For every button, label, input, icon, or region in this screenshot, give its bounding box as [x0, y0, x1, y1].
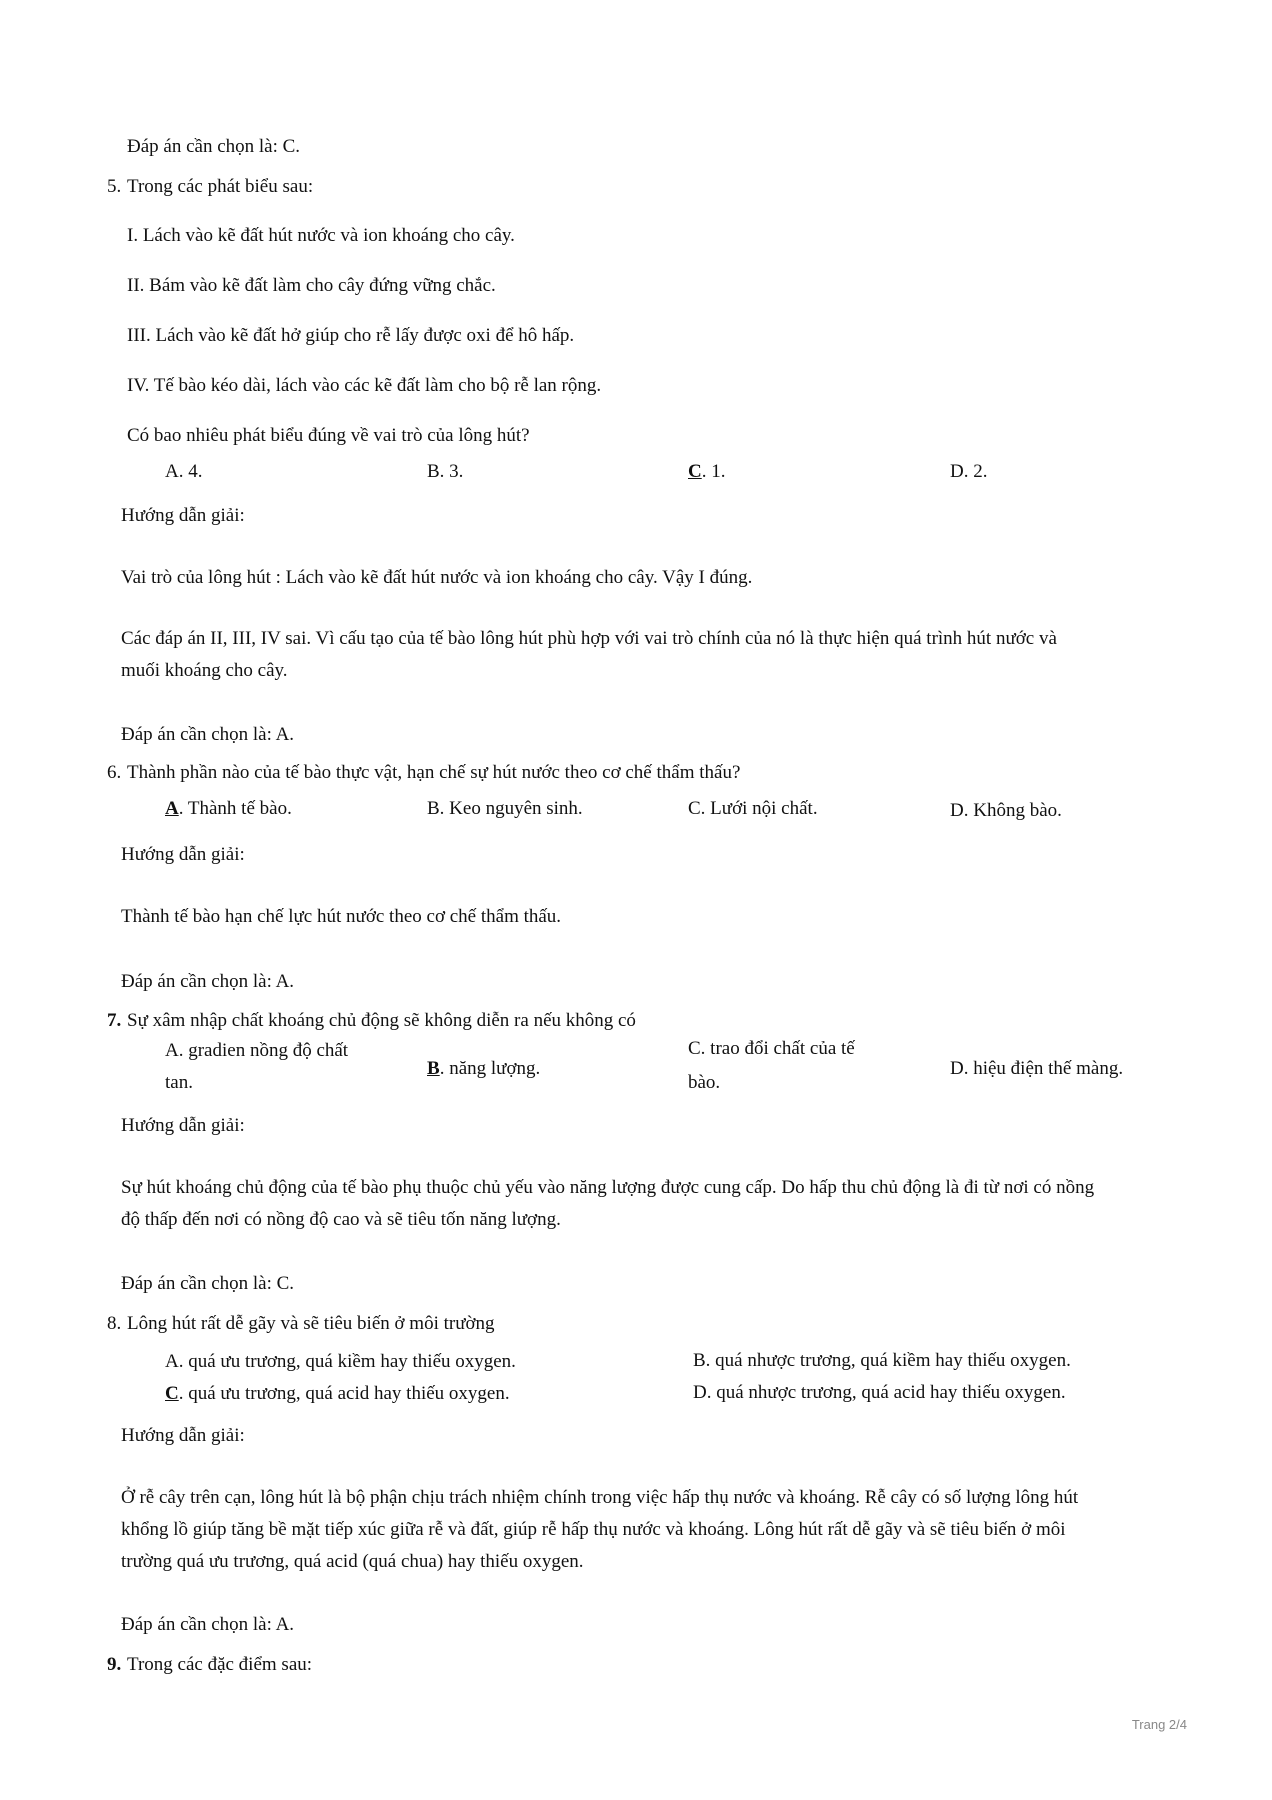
page-footer: Trang 2/4 [1131, 1717, 1187, 1732]
question-number: 8. [107, 1313, 122, 1334]
correct-option-letter: B [427, 1058, 440, 1079]
statement-3: III. Lách vào kẽ đất hở giúp cho rễ lấy được oxi để hô hấp. [127, 325, 575, 346]
correct-option-letter: C [165, 1383, 179, 1404]
correct-option-letter: A [165, 798, 179, 819]
question-stem: Sự xâm nhập chất khoáng chủ động sẽ không diễn ra nếu không có [127, 1010, 636, 1031]
option-b: B. Keo nguyên sinh. [427, 798, 583, 819]
statement-2: II. Bám vào kẽ đất làm cho cây đứng vững chắc. [127, 275, 496, 296]
guide-heading: Hướng dẫn giải: [121, 1115, 245, 1136]
answer-line: Đáp án cần chọn là: C. [121, 1273, 295, 1294]
option-c [165, 1383, 510, 1405]
guide-heading: Hướng dẫn giải: [121, 844, 245, 865]
guide-heading: Hướng dẫn giải: [121, 1425, 245, 1446]
option-c-line-1: C. trao đổi chất của tế [688, 1038, 855, 1059]
explanation-line: khổng lồ giúp tăng bề mặt tiếp xúc giữa rễ và đất, giúp rễ hấp thụ nước và khoáng. Lông hút rất dễ gãy và sẽ tiêu biến ở môi [121, 1519, 1066, 1540]
statement-1: I. Lách vào kẽ đất hút nước và ion khoáng cho cây. [127, 225, 515, 246]
explanation-line: Các đáp án II, III, IV sai. Vì cấu tạo của tế bào lông hút phù hợp với vai trò chính của nó là thực hiện quá trình hút nước và [121, 628, 1057, 649]
explanation-line: muối khoáng cho cây. [121, 660, 288, 681]
question-stem: Trong các đặc điểm sau: [127, 1654, 313, 1675]
option-text: . Thành tế bào. [178, 798, 292, 819]
question-number: 6. [107, 762, 122, 783]
question-number: 9. [107, 1654, 122, 1675]
question-stem: Lông hút rất dễ gãy và sẽ tiêu biến ở môi trường [127, 1313, 495, 1334]
question-prompt: Có bao nhiêu phát biểu đúng về vai trò của lông hút? [127, 425, 530, 446]
option-b: B. 3. [427, 461, 464, 482]
question-stem: Thành phần nào của tế bào thực vật, hạn chế sự hút nước theo cơ chế thẩm thấu? [127, 762, 741, 783]
question-number: 5. [107, 176, 122, 197]
explanation-line: Vai trò của lông hút : Lách vào kẽ đất hút nước và ion khoáng cho cây. Vậy I đúng. [121, 567, 753, 588]
option-d: D. hiệu điện thế màng. [950, 1058, 1124, 1079]
option-c-line-2: bào. [688, 1072, 721, 1093]
question-stem: Trong các phát biểu sau: [127, 176, 314, 197]
option-d: D. 2. [950, 461, 988, 482]
prev-answer: Đáp án cần chọn là: C. [127, 136, 301, 157]
option-c [688, 461, 725, 483]
option-b [427, 1058, 540, 1080]
option-text: . 1. [701, 461, 726, 482]
explanation-line: Thành tế bào hạn chế lực hút nước theo cơ chế thẩm thấu. [121, 906, 562, 927]
question-number: 7. [107, 1010, 122, 1031]
option-b: B. quá nhược trương, quá kiềm hay thiếu oxygen. [693, 1350, 1071, 1371]
option-text: . quá ưu trương, quá acid hay thiếu oxygen. [178, 1383, 510, 1404]
option-d: D. quá nhược trương, quá acid hay thiếu oxygen. [693, 1382, 1066, 1403]
option-d: D. Không bào. [950, 800, 1062, 821]
option-a-line-1: A. gradien nồng độ chất [165, 1040, 349, 1061]
option-a: A. quá ưu trương, quá kiềm hay thiếu oxygen. [165, 1351, 516, 1372]
option-text: . năng lượng. [439, 1058, 541, 1079]
option-a-line-2: tan. [165, 1072, 193, 1093]
option-a: A. 4. [165, 461, 203, 482]
answer-line: Đáp án cần chọn là: A. [121, 1614, 295, 1635]
statement-4: IV. Tế bào kéo dài, lách vào các kẽ đất làm cho bộ rễ lan rộng. [127, 375, 602, 396]
option-c: C. Lưới nội chất. [688, 798, 818, 819]
explanation-line: Ở rễ cây trên cạn, lông hút là bộ phận chịu trách nhiệm chính trong việc hấp thụ nước và khoáng. Rễ cây có số lượng lông hút [121, 1487, 1079, 1508]
correct-option-letter: C [688, 461, 702, 482]
answer-line: Đáp án cần chọn là: A. [121, 724, 295, 745]
answer-line: Đáp án cần chọn là: A. [121, 971, 295, 992]
guide-heading: Hướng dẫn giải: [121, 505, 245, 526]
option-a [165, 798, 292, 820]
explanation-line: trường quá ưu trương, quá acid (quá chua) hay thiếu oxygen. [121, 1551, 584, 1572]
explanation-line: độ thấp đến nơi có nồng độ cao và sẽ tiêu tốn năng lượng. [121, 1209, 561, 1230]
explanation-line: Sự hút khoáng chủ động của tế bào phụ thuộc chủ yếu vào năng lượng được cung cấp. Do hấp thu chủ động là đi từ nơi có nồng [121, 1177, 1095, 1198]
